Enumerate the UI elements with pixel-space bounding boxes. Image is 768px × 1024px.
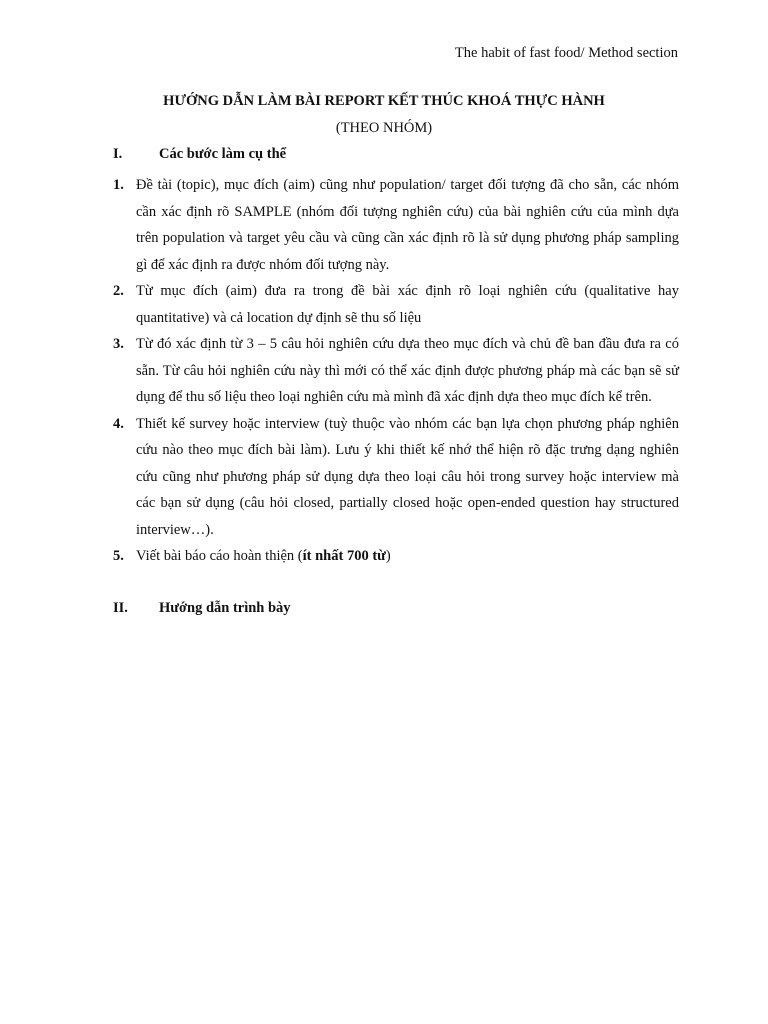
list-item — [113, 278, 679, 331]
step-number: 1. — [113, 177, 124, 193]
step-number: 4. — [113, 415, 124, 432]
step-text — [136, 543, 679, 570]
section-heading-steps — [113, 146, 286, 163]
step-number: 2. — [113, 283, 124, 299]
list-item — [113, 331, 679, 411]
step-number: 3. — [113, 336, 124, 352]
step-text: Từ đó xác định từ 3 – 5 câu hỏi nghiên cứu dựa theo mục đích và chủ đề ban đầu đưa ra có sẵn. Từ câu hỏi nghiên cứu này thì mới có thể xác định được phương pháp mà các bạn sẽ sử dụng để thu số liệu theo loại nghiên cứu mà mình đã xác định dựa theo mục đích kể trên. — [136, 336, 679, 405]
running-header: The habit of fast food/ Method section — [454, 45, 678, 61]
step-text-prefix: Viết bài báo cáo hoàn thiện ( — [136, 548, 303, 564]
list-item — [113, 543, 679, 570]
section-title: Các bước làm cụ thể — [159, 146, 287, 162]
document-subtitle: (THEO NHÓM) — [335, 120, 433, 136]
step-number: 5. — [113, 548, 124, 564]
step-text: Thiết kế survey hoặc interview (tuỳ thuộc vào nhóm các bạn lựa chọn phương pháp nghiên cứu nào theo mục đích bài làm). Lưu ý khi thiết kế nhớ thể hiện rõ đặc trưng dạng nghiên cứu cũng như phương pháp sử dụng dựa theo loại câu hỏi trong survey hoặc interview mà các bạn sử dụng (câu hỏi closed, partially closed hoặc open-ended question hay structured interview…). — [136, 415, 679, 538]
word-count-requirement: ít nhất 700 từ — [302, 548, 386, 564]
section-number: II. — [113, 600, 128, 616]
step-text-suffix: ) — [385, 548, 391, 564]
section-title: Hướng dẫn trình bày — [159, 600, 291, 616]
steps-list — [113, 172, 679, 570]
step-text: Từ mục đích (aim) đưa ra trong đề bài xác định rõ loại nghiên cứu (qualitative hay quantitative) và cả location dự định sẽ thu số liệu — [136, 283, 679, 326]
section-number: I. — [113, 146, 123, 162]
step-text: Đề tài (topic), mục đích (aim) cũng như population/ target đối tượng đã cho sẵn, các nhóm cần xác định rõ SAMPLE (nhóm đối tượng nghiên cứu) của bài nghiên cứu của mình dựa trên population và target yêu cầu và cũng cần xác định rõ là sử dụng phương pháp sampling gì để xác định ra được nhóm đối tượng này. — [136, 177, 679, 273]
document-title: HƯỚNG DẪN LÀM BÀI REPORT KẾT THÚC KHOÁ THỰC HÀNH — [163, 93, 605, 109]
list-item — [113, 172, 679, 278]
section-heading-presentation — [113, 600, 291, 617]
list-item — [113, 411, 679, 544]
